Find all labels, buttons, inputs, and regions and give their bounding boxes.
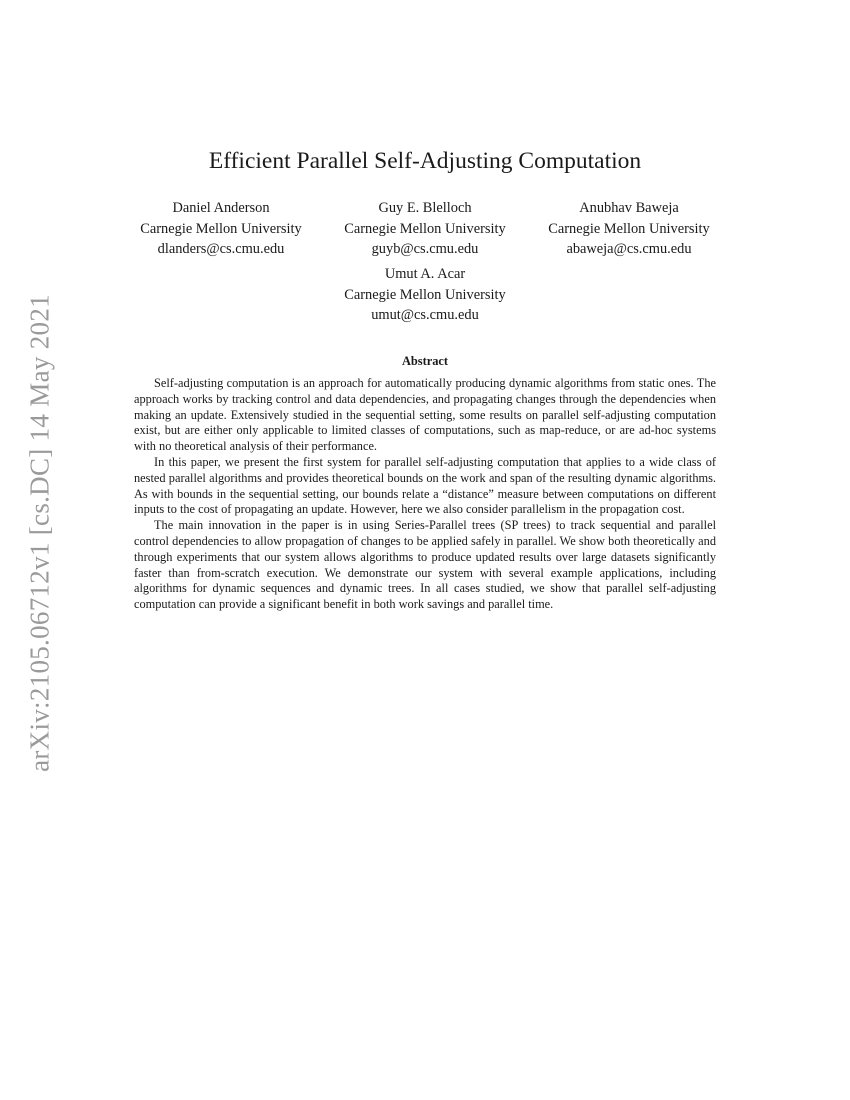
- author-email: dlanders@cs.cmu.edu: [157, 241, 285, 257]
- paper-title: Efficient Parallel Self-Adjusting Computation: [208, 148, 642, 174]
- abstract-paragraph: The main innovation in the paper is in using Series-Parallel trees (SP trees) to track sequential and parallel control dependencies to allow propagation of changes to be applied safely in parallel. We show both theoretically and through experiments that our system allows algorithms to produce updated results over large datasets significantly faster than from-scratch execution. We demonstrate our system with several example applications, including algorithms for dynamic sequences and dynamic trees. In all cases studied, we show that parallel self-adjusting computation can provide a significant benefit in both work savings and parallel time.: [134, 518, 716, 612]
- author-email: abaweja@cs.cmu.edu: [566, 241, 692, 257]
- author-affiliation: Carnegie Mellon University: [344, 220, 506, 237]
- author-email: umut@cs.cmu.edu: [371, 307, 479, 323]
- abstract-heading: Abstract: [401, 354, 449, 368]
- author-block: [514, 198, 744, 260]
- abstract-paragraph: Self-adjusting computation is an approach for automatically producing dynamic algorithms from static ones. The approach works by tracking control and data dependencies, and propagating changes through the dependencies when making an update. Extensively studied in the sequential setting, some results on parallel self-adjusting computation exist, but are either only applicable to limited classes of computations, such as map-reduce, or are ad-hoc systems with no theoretical analysis of their performance.: [134, 376, 716, 454]
- author-block: [310, 264, 540, 326]
- author-affiliation: Carnegie Mellon University: [548, 220, 710, 237]
- arxiv-identifier: arXiv:2105.06712v1 [cs.DC] 14 May 2021: [24, 294, 55, 772]
- author-block: [310, 198, 540, 260]
- author-name: Umut A. Acar: [384, 266, 466, 282]
- author-name: Daniel Anderson: [172, 200, 270, 216]
- author-name: Anubhav Baweja: [579, 200, 679, 216]
- abstract-body: [134, 376, 716, 613]
- author-name: Guy E. Blelloch: [378, 200, 472, 216]
- author-affiliation: Carnegie Mellon University: [140, 220, 302, 237]
- author-block: [106, 198, 336, 260]
- author-affiliation: Carnegie Mellon University: [344, 286, 506, 303]
- author-email: guyb@cs.cmu.edu: [371, 241, 479, 257]
- abstract-paragraph: In this paper, we present the first system for parallel self-adjusting computation that applies to a wide class of nested parallel algorithms and provides theoretical bounds on the work and span of the resulting dynamic algorithms. As with bounds in the sequential setting, our bounds relate a “distance” measure between computations on different inputs to the cost of propagating an update. However, here we also consider parallelism in the propagation cost.: [134, 454, 716, 517]
